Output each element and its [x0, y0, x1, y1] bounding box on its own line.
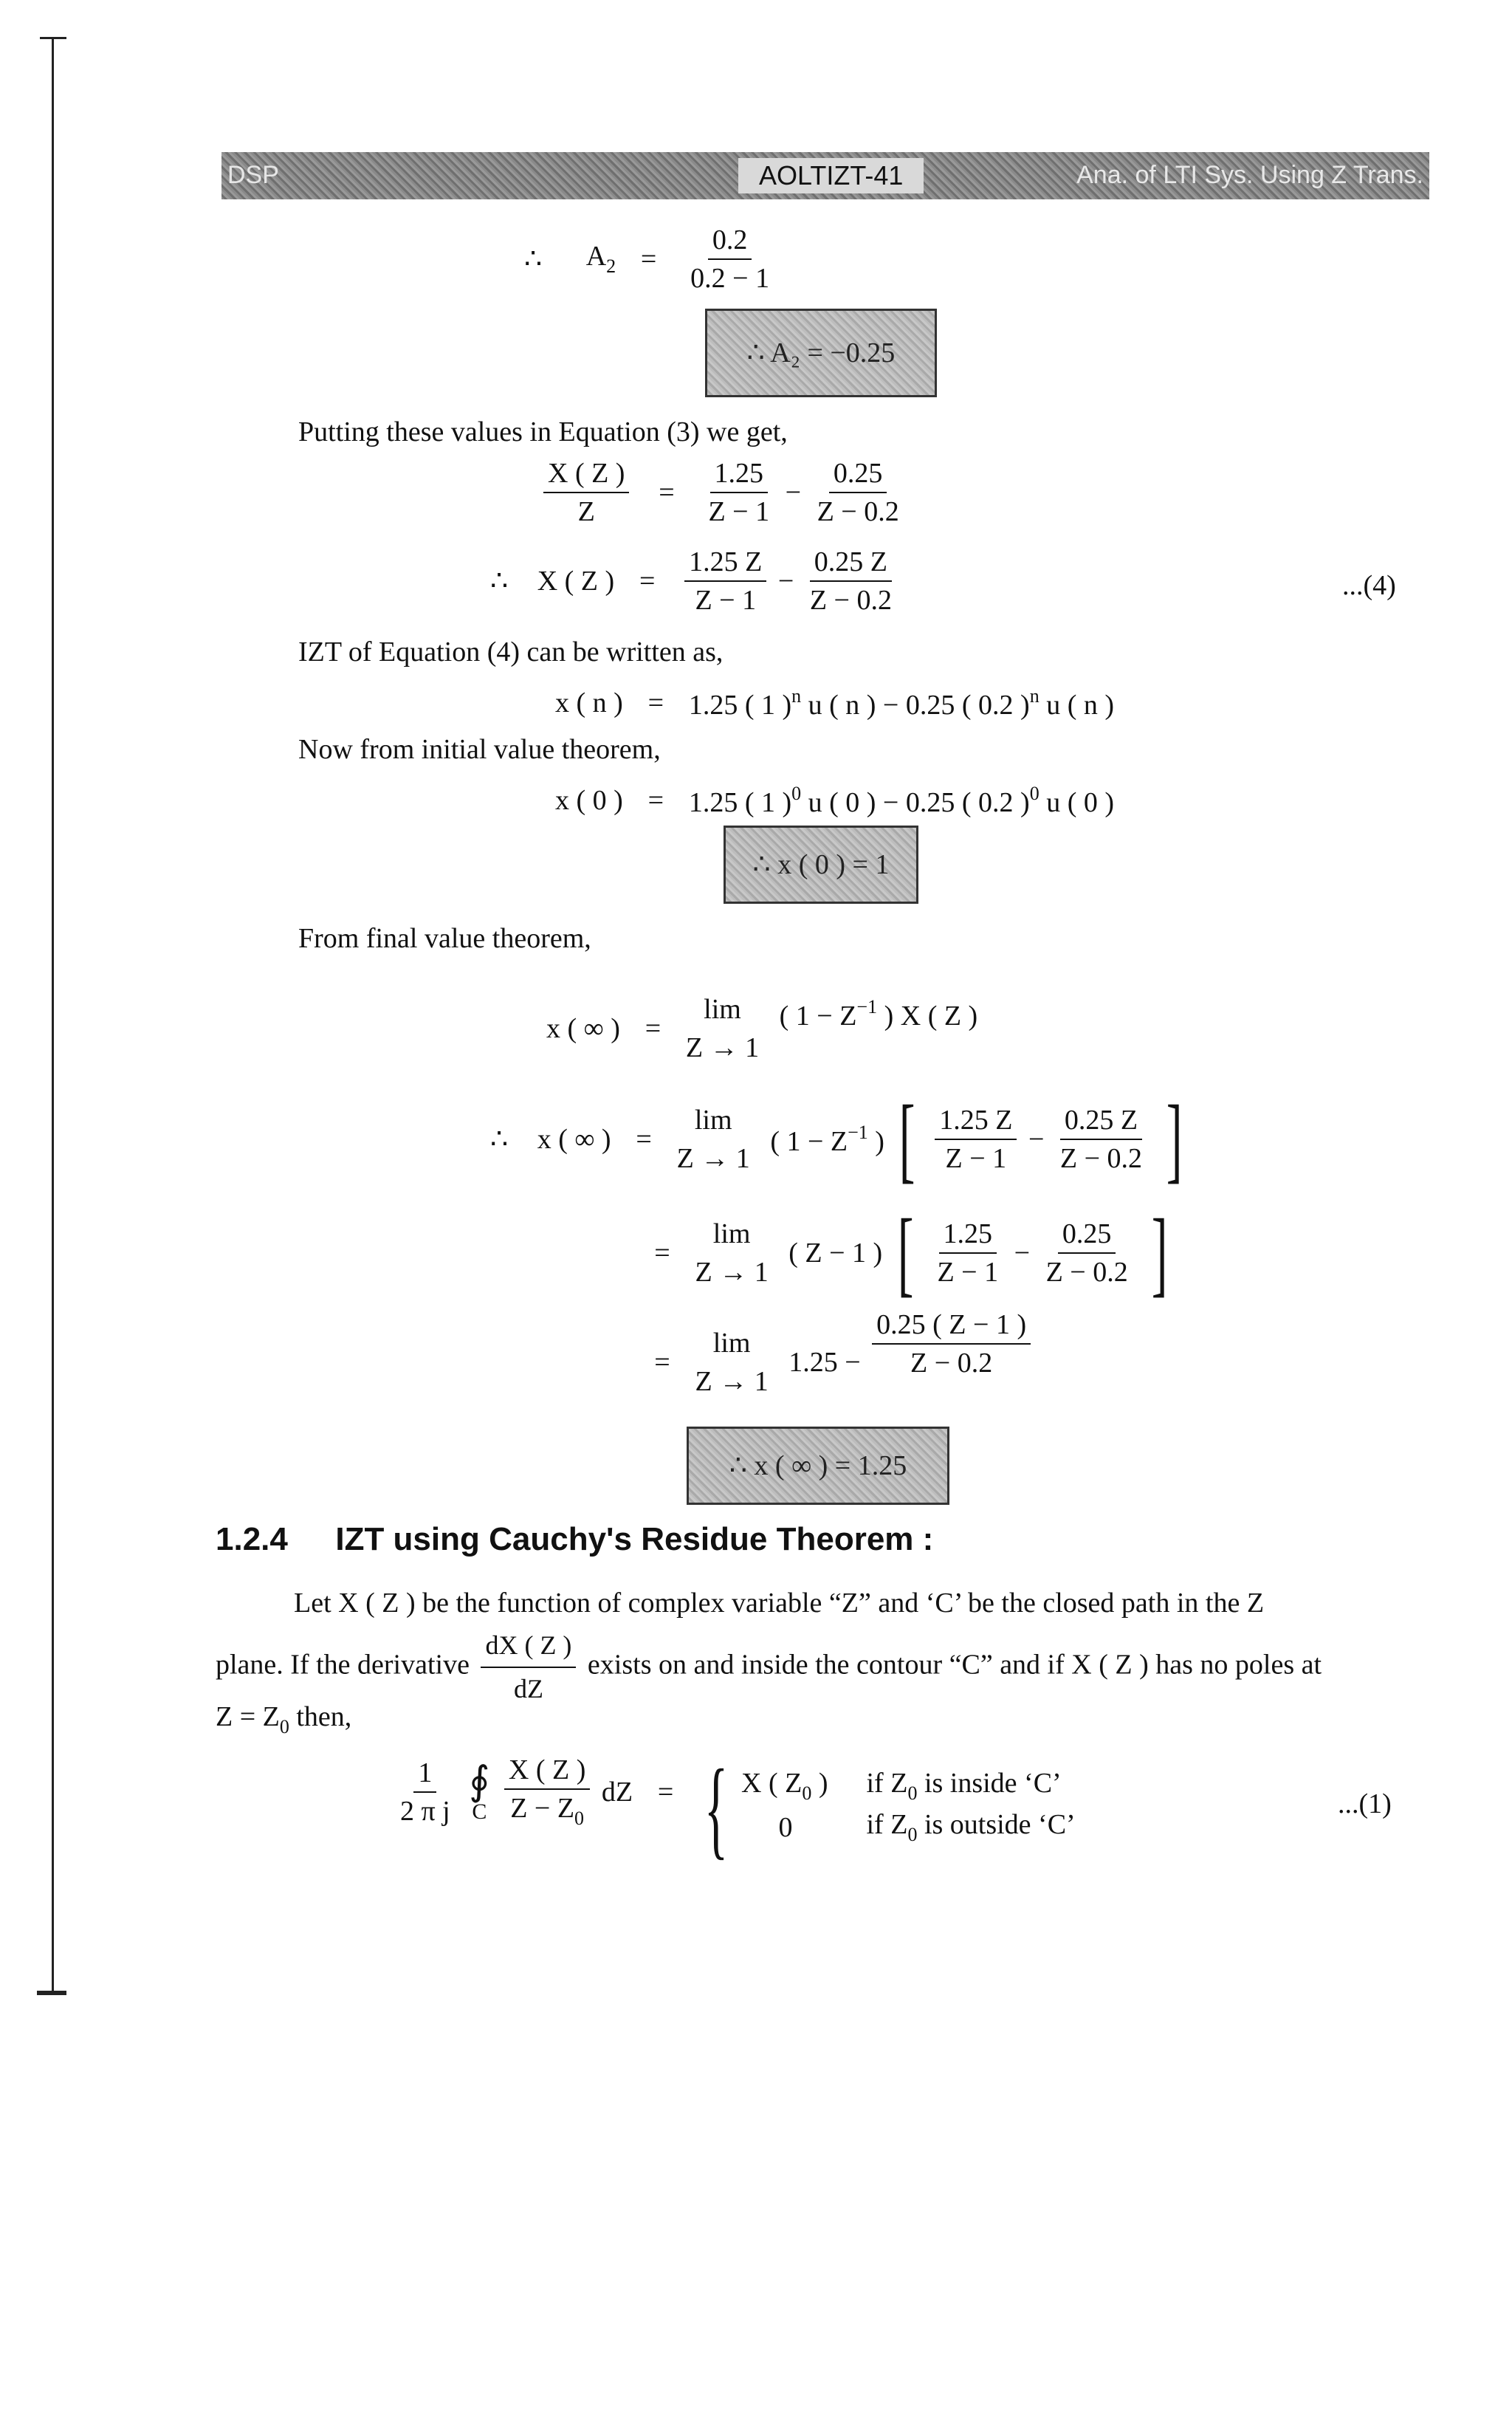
equation-tag-1: ...(1)	[1338, 1788, 1392, 1819]
equation-final-2: ∴ x ( ∞ ) = lim Z → 1 ( $1 - Z^{-1}$ ) [ $\frac{1.25 Z}{Z - 1}$ − $\frac{0.25 Z}{Z - 0.2}$ ]	[490, 1086, 1183, 1193]
equation-final-3: = lim Z → 1 ( Z − 1 ) [ $\frac{1.25}{Z - 1}$ − $\frac{0.25}{Z - 0.2}$ ]	[654, 1200, 1168, 1306]
paragraph-initial-value: Now from initial value theorem,	[298, 734, 661, 765]
section-number: 1.2.4	[216, 1521, 288, 1557]
paragraph-cauchy-line1: Let X ( Z ) be the function of complex variable “Z” and ‘C’ be the closed path in the Z	[294, 1588, 1265, 1619]
case-inside: X ( $Z_0$ ) if $Z_0$ is inside ‘C’	[741, 1768, 1062, 1804]
paragraph-putting-values: Putting these values in Equation (3) we get,	[298, 416, 788, 447]
paragraph-final-value: From final value theorem,	[298, 923, 591, 954]
result-box-a2: ∴ A₂ = −0.25	[705, 309, 937, 397]
paragraph-cauchy-line3: $Z = Z_0$ then,	[216, 1701, 352, 1737]
equation-xz: ∴ X ( Z ) = $\frac{1.25 Z}{Z - 1}$ − $\frac{0.25 Z}{Z - 0.2}$	[490, 546, 892, 616]
header-chapter-title: Ana. of LTI Sys. Using Z Trans.	[1076, 161, 1423, 189]
equation-xn: x ( n ) = 1.25 ( 1 )$^n$ u ( n ) − 0.25 ( 0.2 )$^n$ u ( n )	[555, 685, 1114, 721]
running-header	[221, 152, 1429, 199]
paragraph-izt: IZT of Equation (4) can be written as,	[298, 636, 724, 668]
equation-x0: x ( 0 ) = 1.25 ( 1 )$^0$ u ( 0 ) − 0.25 ( 0.2 )$^0$ u ( 0 )	[555, 783, 1114, 819]
contour-integral: ∮ C	[469, 1759, 490, 1824]
header-left-text: DSP	[227, 161, 279, 189]
equation-xz-over-z: $\frac{X ( Z )}{Z}$ = $\frac{1.25}{Z - 1}$ − $\frac{0.25}{Z - 0.2}$	[539, 459, 908, 526]
equation-residue: $\frac{1}{\text{2 π j}}$ ∮ C $\frac{X ( Z )}{Z - Z_0}$ dZ =	[400, 1754, 674, 1829]
binding-line-bottom	[37, 1991, 66, 1995]
cases-brace: {	[704, 1747, 729, 1870]
section-heading	[216, 1521, 933, 1558]
equation-final-4: = lim Z → 1 1.25 − $\frac{0.25 ( Z - 1 )}{Z - 0.2}$	[636, 1329, 1035, 1396]
binding-line	[52, 37, 54, 1994]
result-box-xinf: ∴ x ( ∞ ) = 1.25	[687, 1427, 949, 1505]
paragraph-cauchy-line2: plane. If the derivative $\frac{dX ( Z )}{dZ}$ exists on and inside the contour “C” and if X ( Z ) has no poles at	[216, 1630, 1322, 1703]
fraction: $\frac{0.2}{0.2 - 1}$	[690, 224, 770, 294]
header-page-code: AOLTIZT-41	[738, 158, 924, 193]
equation-a2: ∴ $A_2$ = $\frac{0.2}{0.2 - 1}$	[524, 226, 778, 292]
binding-line-top	[40, 37, 66, 39]
equation-final-1: x ( ∞ ) = lim Z → 1 ( $1 - Z^{-1}$ ) X ( Z )	[546, 994, 978, 1063]
case-outside: 0 if $Z_0$ is outside ‘C’	[778, 1809, 1076, 1845]
equation-tag-4: ...(4)	[1342, 570, 1396, 601]
result-box-x0: ∴ x ( 0 ) = 1	[724, 826, 918, 904]
section-title: IZT using Cauchy's Residue Theorem :	[335, 1521, 934, 1557]
